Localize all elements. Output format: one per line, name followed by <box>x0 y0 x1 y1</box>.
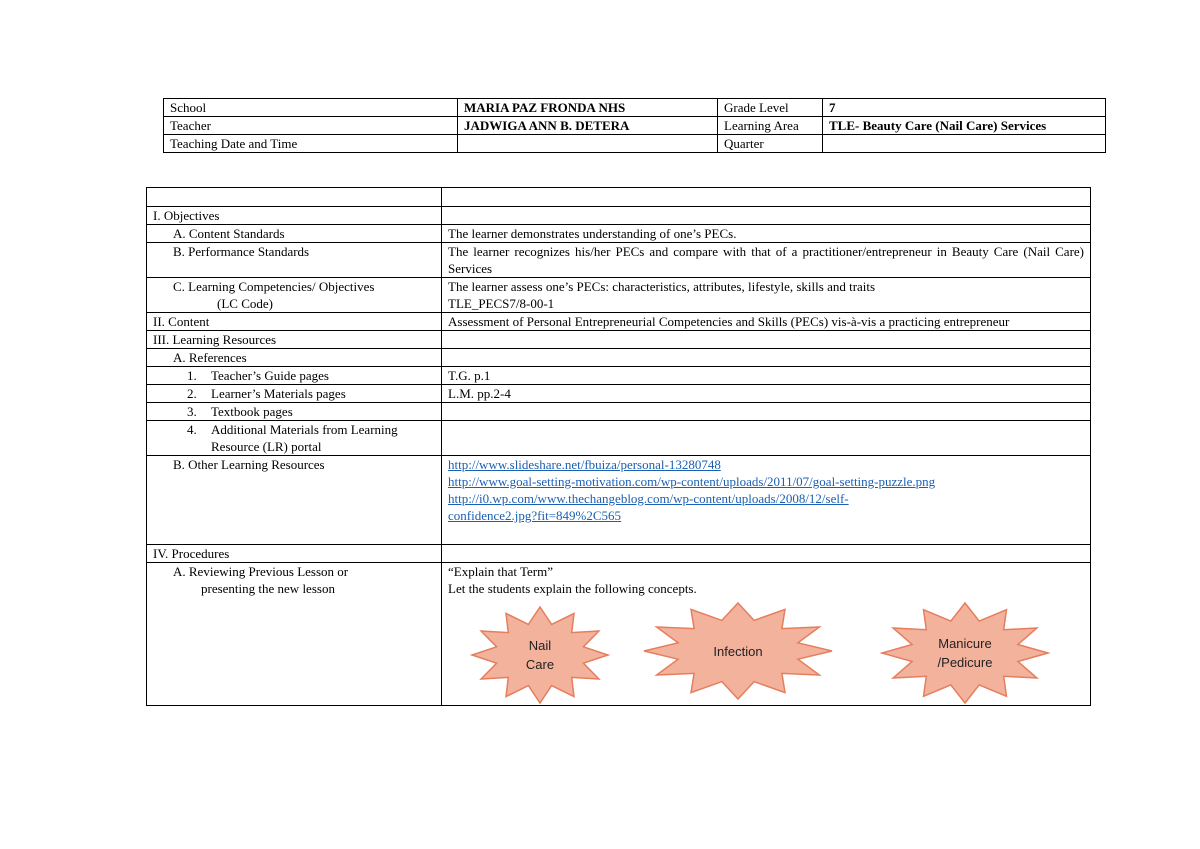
quarter-value <box>823 135 1106 153</box>
learning-resources-heading: III. Learning Resources <box>147 331 442 349</box>
competencies-row <box>147 278 1091 313</box>
content-heading: II. Content <box>147 313 442 331</box>
concept-label: /Pedicure <box>937 655 993 670</box>
header-row-teacher <box>164 117 1106 135</box>
school-value: MARIA PAZ FRONDA NHS <box>458 99 718 117</box>
school-label: School <box>164 99 458 117</box>
procedures-row <box>147 545 1091 563</box>
teaching-date-value <box>458 135 718 153</box>
concept-burst-manicure-pedicure <box>880 601 1050 705</box>
learning-area-label: Learning Area <box>718 117 823 135</box>
other-resources-label: B. Other Learning Resources <box>147 456 442 545</box>
activity-title: “Explain that Term” <box>448 564 553 579</box>
lr-portal-label: Resource (LR) portal <box>211 439 322 454</box>
references-label: A. References <box>147 349 442 367</box>
review-lesson-label: A. Reviewing Previous Lesson or <box>173 564 349 579</box>
resource-link[interactable]: http://www.goal-setting-motivation.com/wp-content/uploads/2011/07/goal-setting-puzzle.png <box>448 474 936 489</box>
header-row-school <box>164 99 1106 117</box>
concept-burst-infection <box>642 601 834 701</box>
objectives-row <box>147 207 1091 225</box>
teacher-label: Teacher <box>164 117 458 135</box>
additional-materials-value <box>442 421 1091 456</box>
activity-instruction: Let the students explain the following concepts. <box>448 581 697 596</box>
concept-label: Care <box>525 657 555 672</box>
resource-number: 1. <box>187 368 197 383</box>
review-lesson-row <box>147 563 1091 706</box>
procedures-heading: IV. Procedures <box>147 545 442 563</box>
concept-label: Nail <box>528 638 552 653</box>
lc-code-label: (LC Code) <box>217 296 273 311</box>
concept-label: Manicure <box>938 636 992 651</box>
resource-number: 2. <box>187 386 197 401</box>
other-resources-row <box>147 456 1091 545</box>
textbook-label: Textbook pages <box>211 404 293 419</box>
teachers-guide-label: Teacher’s Guide pages <box>211 368 329 383</box>
blank-header-row <box>147 188 1091 207</box>
concept-label: Infection <box>713 643 763 659</box>
learners-materials-label: Learner’s Materials pages <box>211 386 346 401</box>
teaching-date-label: Teaching Date and Time <box>164 135 458 153</box>
competencies-label: C. Learning Competencies/ Objectives <box>173 279 375 294</box>
objectives-heading: I. Objectives <box>147 207 442 225</box>
resource-row <box>147 385 1091 403</box>
competencies-value: The learner assess one’s PECs: characteristics, attributes, lifestyle, skills and traits <box>448 279 876 294</box>
grade-level-value: 7 <box>823 99 1106 117</box>
resource-row <box>147 421 1091 456</box>
new-lesson-label: presenting the new lesson <box>201 581 335 596</box>
learners-materials-value: L.M. pp.2-4 <box>442 385 1091 403</box>
resource-row <box>147 367 1091 385</box>
header-row-date <box>164 135 1106 153</box>
resource-link[interactable]: http://www.slideshare.net/fbuiza/personal-13280748 <box>448 457 721 472</box>
performance-standards-row <box>147 243 1091 278</box>
performance-standards-value: The learner recognizes his/her PECs and compare with that of a practitioner/entrepreneur in Beauty Care (Nail Care) Services <box>442 243 1091 278</box>
content-value: Assessment of Personal Entrepreneurial Competencies and Skills (PECs) vis-à-vis a practicing entrepreneur <box>442 313 1091 331</box>
performance-standards-label: B. Performance Standards <box>147 243 442 278</box>
resource-link[interactable]: http://i0.wp.com/www.thechangeblog.com/wp-content/uploads/2008/12/self- <box>448 491 849 506</box>
grade-level-label: Grade Level <box>718 99 823 117</box>
content-standards-label: A. Content Standards <box>147 225 442 243</box>
concept-burst-nail-care <box>470 605 610 705</box>
additional-materials-label: Additional Materials from Learning <box>211 422 398 437</box>
resource-row <box>147 403 1091 421</box>
header-table <box>163 98 1106 153</box>
teachers-guide-value: T.G. p.1 <box>442 367 1091 385</box>
lc-code-value: TLE_PECS7/8-00-1 <box>448 296 555 311</box>
content-standards-value: The learner demonstrates understanding of one’s PECs. <box>442 225 1091 243</box>
quarter-label: Quarter <box>718 135 823 153</box>
lesson-log-table <box>146 187 1091 706</box>
learning-resources-row <box>147 331 1091 349</box>
resource-link[interactable]: confidence2.jpg?fit=849%2C565 <box>448 508 622 523</box>
resource-number: 3. <box>187 404 197 419</box>
learning-area-value: TLE- Beauty Care (Nail Care) Services <box>823 117 1106 135</box>
concept-bursts <box>448 601 1084 705</box>
resource-number: 4. <box>187 422 197 437</box>
teacher-value: JADWIGA ANN B. DETERA <box>458 117 718 135</box>
content-standards-row <box>147 225 1091 243</box>
references-row <box>147 349 1091 367</box>
textbook-value <box>442 403 1091 421</box>
content-row <box>147 313 1091 331</box>
